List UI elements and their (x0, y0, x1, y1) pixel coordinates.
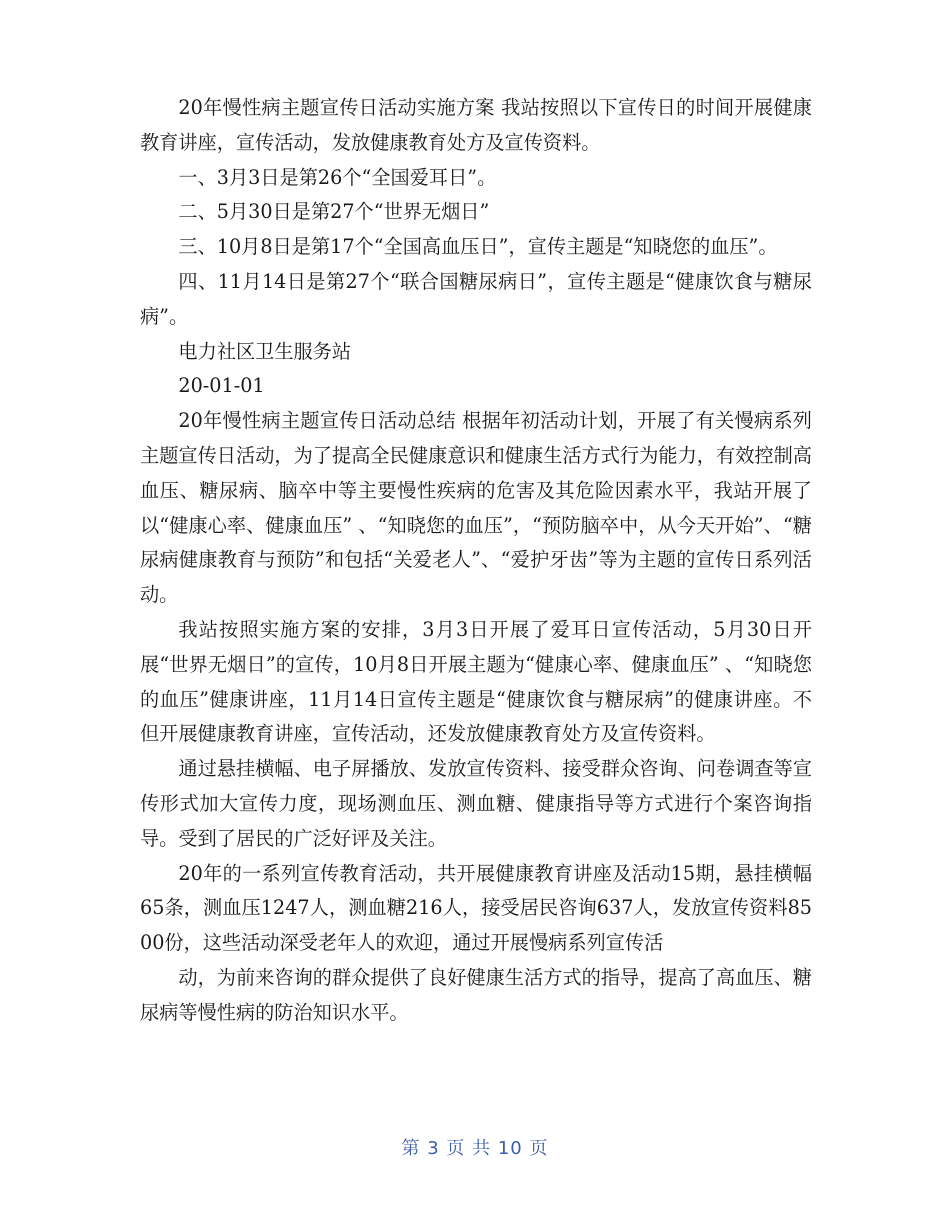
paragraph-item-3: 三、10月8日是第17个“全国高血压日”，宣传主题是“知晓您的血压”。 (178, 235, 778, 259)
document-body (140, 91, 812, 1031)
paragraph-implementation: 我站按照实施方案的安排，3月3日开展了爱耳日宣传活动，5月30日开展“世界无烟日”的宣传，10月8日开展主题为“健康心率、健康血压” 、“知晓您的血压”健康讲座，11月14日宣传主题是“健康饮食与糖尿病”的健康讲座。不但开展健康教育讲座，宣传活动，还发放健康教育处方及宣传资料。 (140, 617, 812, 746)
paragraph-plan-intro: 20年慢性病主题宣传日活动实施方案 我站按照以下宣传日的时间开展健康教育讲座，宣传活动，发放健康教育处方及宣传资料。 (140, 96, 812, 154)
paragraph-methods: 通过悬挂横幅、电子屏播放、发放宣传资料、接受群众咨询、问卷调查等宣传形式加大宣传力度，现场测血压、测血糖、健康指导等方式进行个案咨询指导。受到了居民的广泛好评及关注。 (140, 757, 812, 850)
document-date: 20-01-01 (178, 374, 265, 398)
paragraph-item-4: 四、11月14日是第27个“联合国糖尿病日”，宣传主题是“健康饮食与糖尿病”。 (140, 269, 812, 328)
paragraph-summary-intro: 20年慢性病主题宣传日活动总结 根据年初活动计划，开展了有关慢病系列主题宣传日活动，为了提高全民健康意识和健康生活方式行为能力，有效控制高血压、糖尿病、脑卒中等主要慢性疾病的危害及其危险因素水平，我站开展了以“健康心率、健康血压” 、“知晓您的血压”，“预防脑卒中，从今天开始”、“糖尿病健康教育与预防”和包括“关爱老人”、“爱护牙齿”等为主题的宣传日系列活动。 (140, 409, 812, 607)
paragraph-item-1: 一、3月3日是第26个“全国爱耳日”。 (178, 165, 497, 189)
paragraph-item-2: 二、5月30日是第27个“世界无烟日” (178, 200, 490, 224)
organization-name: 电力社区卫生服务站 (178, 339, 352, 363)
paragraph-conclusion: 动，为前来咨询的群众提供了良好健康生活方式的指导，提高了高血压、糖尿病等慢性病的防治知识水平。 (140, 965, 812, 1024)
page-number-footer: 第 3 页 共 10 页 (401, 1138, 549, 1159)
paragraph-statistics: 20年的一系列宣传教育活动，共开展健康教育讲座及活动15期，悬挂横幅65条，测血压1247人，测血糖216人，接受居民咨询637人，发放宣传资料8500份，这些活动深受老年人的欢迎，通过开展慢病系列宣传活 (140, 861, 812, 955)
